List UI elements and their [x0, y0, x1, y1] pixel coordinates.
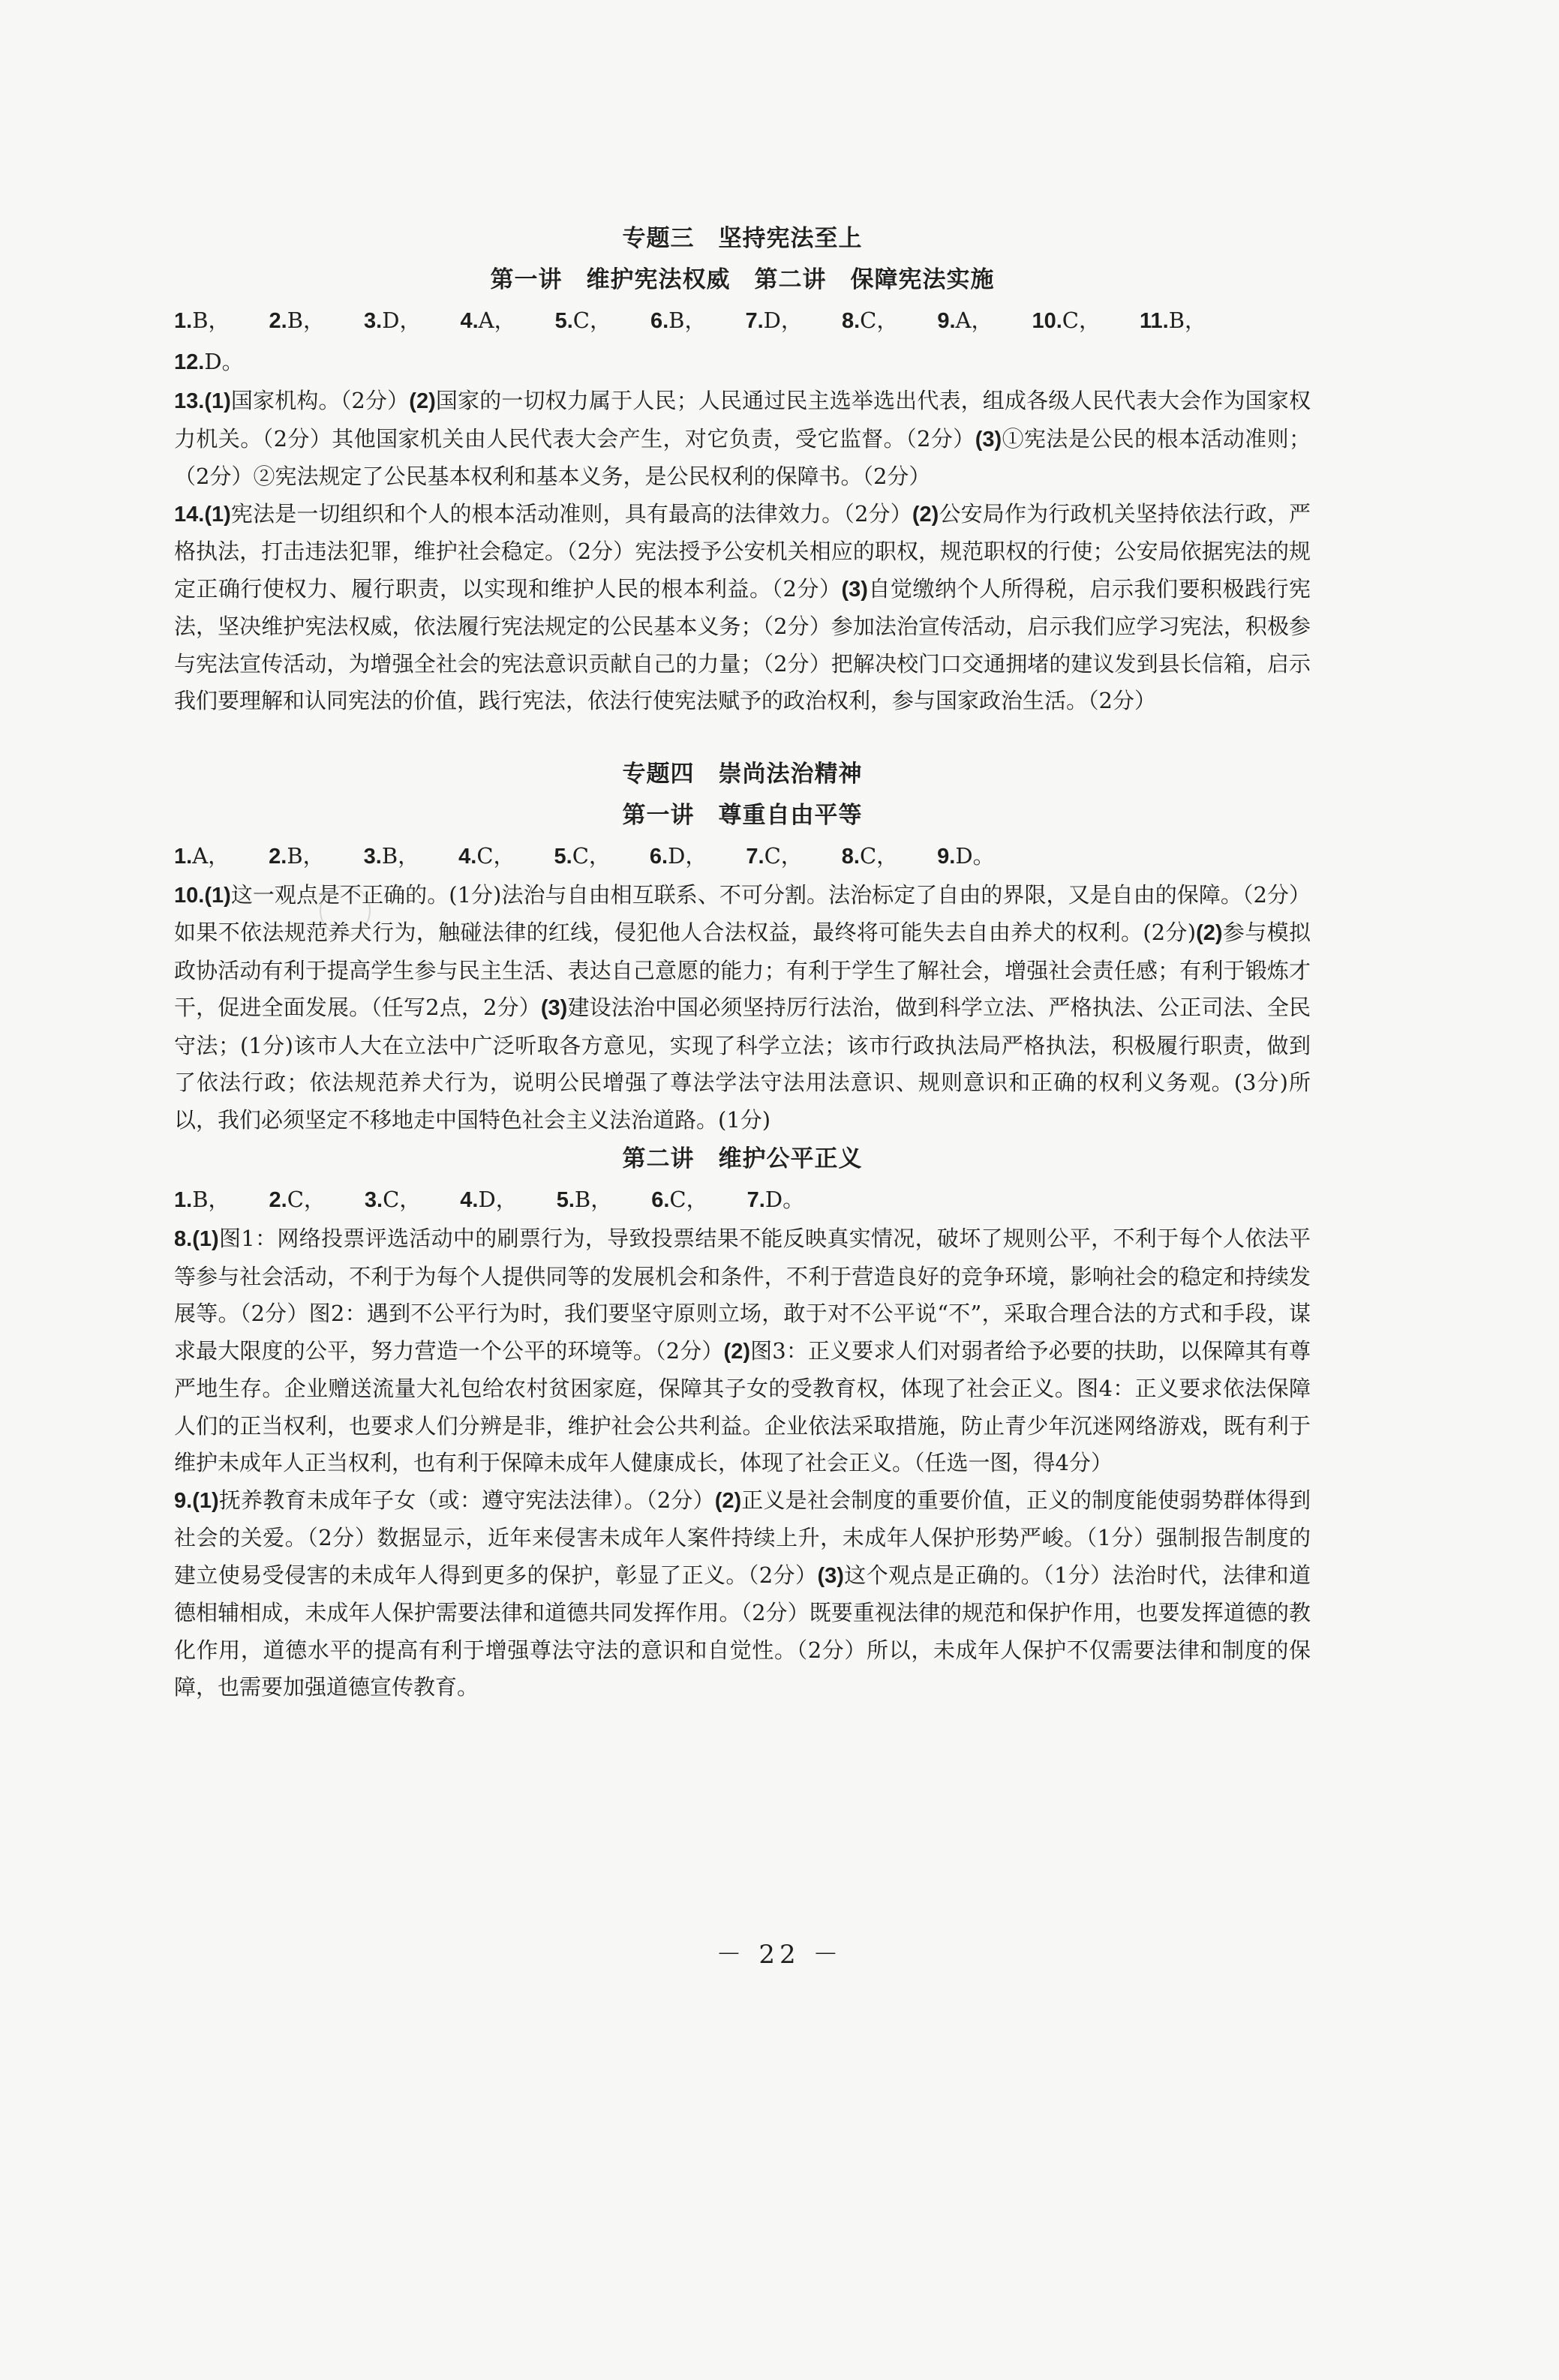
mc-choice: D，: [382, 308, 422, 333]
mc-number: 7.: [745, 309, 764, 333]
topic-heading: 专题三 坚持宪法至上: [622, 225, 863, 252]
mc-choice: A，: [478, 308, 516, 333]
mc-choice: C，: [287, 1187, 326, 1212]
mc-answer: [555, 300, 611, 341]
mc-answer: [365, 1179, 421, 1220]
mc-choice: B，: [287, 308, 325, 333]
question-answer: [174, 1220, 1311, 1482]
mc-number: 1.: [174, 309, 193, 333]
question-number: 10.: [174, 883, 205, 908]
mc-choice: D，: [478, 1187, 518, 1212]
mc-number: 7.: [746, 844, 764, 869]
question-number: 14.: [174, 502, 205, 527]
mc-answer: [650, 300, 707, 341]
mc-answer: [746, 836, 802, 877]
part-text: 自觉缴纳个人所得税，启示我们要积极践行宪法，坚决维护宪法权威，依法履行宪法规定的公民基本义务；（2分）参加法治宣传活动，启示我们应学习宪法，积极参与宪法宣传活动，为增强全社会的宪法意识贡献自己的力量；（2分）把解决校门口交通拥堵的建议发到县长信箱，启示我们要理解和认同宪法的价值，践行宪法，依法行使宪法赋予的政治权利，参与国家政治生活。（2分）: [174, 575, 1311, 713]
mc-answer: [842, 836, 898, 877]
mc-answer: [460, 300, 515, 341]
mc-number: 1.: [174, 1188, 193, 1212]
mc-number: 5.: [556, 1188, 575, 1212]
mc-answer: [650, 836, 707, 877]
mc-number: 5.: [554, 309, 573, 333]
mc-number: 10.: [1032, 309, 1062, 333]
mc-number: 9.: [937, 309, 956, 333]
mc-number: 7.: [746, 1188, 765, 1212]
multiple-choice-answers: [174, 1179, 1311, 1220]
mc-number: 9.: [937, 844, 956, 869]
mc-number: 1.: [174, 844, 193, 869]
mc-number: 11.: [1140, 309, 1169, 333]
mc-choice: D。: [764, 1187, 805, 1212]
watermark-stamp: [320, 885, 371, 936]
mc-answer: [364, 836, 420, 877]
mc-number: 2.: [269, 1188, 287, 1212]
mc-number: 4.: [458, 844, 477, 869]
mc-choice: C，: [764, 842, 803, 869]
mc-number: 8.: [841, 844, 860, 869]
mc-answer: [1032, 300, 1101, 341]
mc-choice: B，: [381, 842, 420, 869]
mc-answer: [937, 300, 993, 341]
part-label: (3): [841, 577, 868, 602]
part-label: (3): [540, 996, 568, 1020]
part-text: 国家的一切权力属于人民；人民通过民主选举选出代表，组成各级人民代表大会作为国家权力机关。（2分）其他国家机关由人民代表大会产生，对它负责，受它监督。（2分）: [174, 388, 1311, 452]
mc-choice: C，: [572, 842, 611, 869]
part-label: (3): [817, 1563, 844, 1588]
mc-number: 2.: [269, 844, 287, 869]
part-label: (1): [204, 502, 231, 527]
mc-number: 6.: [650, 309, 669, 333]
mc-choice: B，: [287, 842, 325, 869]
part-label: (3): [975, 427, 1002, 452]
lecture-heading: 第一讲 维护宪法权威 第二讲 保障宪法实施: [490, 266, 995, 293]
mc-answer: [651, 1179, 707, 1220]
mc-choice: C，: [476, 842, 515, 869]
mc-answer: [745, 300, 802, 341]
mc-answer: [364, 300, 421, 341]
lecture-heading: 第一讲 尊重自由平等: [622, 801, 863, 829]
mc-number: 12.: [174, 350, 205, 374]
lecture-heading: 第二讲 维护公平正义: [622, 1145, 863, 1172]
mc-answer: [1140, 300, 1206, 341]
mc-choice: C，: [572, 308, 611, 333]
mc-number: 3.: [363, 844, 382, 869]
part-label: (1): [204, 389, 231, 413]
mc-number: 6.: [649, 844, 668, 869]
question-answer: [174, 496, 1311, 720]
topic-heading: 专题四 崇尚法治精神: [622, 760, 863, 788]
mc-choice: A，: [192, 842, 230, 869]
part-text: 参与模拟政协活动有利于提高学生参与民主生活、表达自己意愿的能力；有利于学生了解社会，增强社会责任感；有利于锻炼才干，促进全面发展。（任写2点，2分）: [174, 920, 1311, 1020]
question-answer: [174, 383, 1311, 496]
mc-answer: [174, 836, 230, 877]
part-label: (1): [192, 1488, 219, 1513]
part-label: (1): [192, 1227, 219, 1251]
part-text: 图3：正义要求人们对弱者给予必要的扶助，以保障其有尊严地生存。企业赠送流量大礼包给农村贫困家庭，保障其子女的受教育权，体现了社会正义。图4：正义要求依法保障人们的正当权利，也要求人们分辨是非，维护社会公共利益。企业依法采取措施，防止青少年沉迷网络游戏，既有利于维护未成年人正当权利，也有利于保障未成年人健康成长，体现了社会正义。（任选一图，得4分）: [174, 1337, 1311, 1475]
mc-choice: C，: [669, 1187, 708, 1212]
mc-choice: B，: [192, 1187, 230, 1212]
answer-key-page: [174, 218, 1311, 1706]
mc-number: 6.: [651, 1188, 670, 1212]
mc-choice: B，: [668, 308, 707, 333]
mc-number: 3.: [364, 1188, 383, 1212]
part-text: 宪法是一切组织和个人的根本活动准则，具有最高的法律效力。（2分）: [230, 500, 912, 527]
part-text: 正义是社会制度的重要价值，正义的制度能使弱势群体得到社会的关爱。（2分）数据显示，近年来侵害未成年人案件持续上升，未成年人保护形势严峻。（1分）强制报告制度的建立使易受侵害的未成年人得到更多的保护，彰显了正义。（2分）: [174, 1487, 1311, 1588]
mc-answer: [842, 300, 898, 341]
mc-answer: [174, 1179, 230, 1220]
mc-answer: [557, 1179, 613, 1220]
mc-answer: [458, 836, 515, 877]
part-label: (2): [714, 1488, 742, 1513]
part-text: 这个观点是正确的。（1分）法治时代，法律和道德相辅相成，未成年人保护需要法律和道德共同发挥作用。（2分）既要重视法律的规范和保护作用，也要发挥道德的教化作用，道德水平的提高有利于增强尊法守法的意识和自觉性。（2分）所以，未成年人保护不仅需要法律和制度的保障，也需要加强道德宣传教育。: [174, 1562, 1311, 1700]
mc-answer: [937, 836, 994, 877]
part-text: 这一观点是不正确的。(1分)法治与自由相互联系、不可分割。法治标定了自由的界限，又是自由的保障。（2分）如果不依法规范养犬行为，触碰法律的红线，侵犯他人合法权益，最终将可能失去自由养犬的权利。(2分): [174, 881, 1311, 945]
page-number: － 22 －: [716, 1940, 843, 1970]
mc-choice: D。: [955, 842, 995, 869]
mc-choice: B，: [192, 308, 230, 333]
part-label: (2): [1196, 921, 1223, 945]
question-answer: [174, 1482, 1311, 1706]
mc-choice: D，: [763, 308, 803, 333]
mc-choice: B，: [1168, 308, 1207, 333]
part-label: (1): [204, 883, 231, 908]
mc-choice: C，: [1062, 308, 1101, 333]
mc-number: 4.: [460, 1188, 479, 1212]
mc-answer: [269, 836, 325, 877]
multiple-choice-answers: [174, 836, 1311, 877]
multiple-choice-answers: [174, 300, 1311, 383]
part-text: ①宪法是公民的根本活动准则；（2分）②宪法规定了公民基本权利和基本义务，是公民权利的保障书。（2分）: [174, 425, 1311, 489]
mc-choice: D。: [204, 349, 244, 374]
mc-number: 3.: [364, 309, 383, 333]
question-number: 9.: [174, 1488, 193, 1513]
mc-answer: [747, 1179, 804, 1220]
question-number: 8.: [174, 1227, 193, 1251]
part-text: 建设法治中国必须坚持厉行法治，做到科学立法、严格执法、公正司法、全民守法；(1分)该市人大在立法中广泛听取各方意见，实现了科学立法；该市行政执法局严格执法，积极履行职责，做到了依法行政；依法规范养犬行为，说明公民增强了尊法学法守法用法意识、规则意识和正确的权利义务观。(3分)所以，我们必须坚定不移地走中国特色社会主义法治道路。(1分): [174, 995, 1311, 1133]
mc-answer: [460, 1179, 517, 1220]
part-text: 公安局作为行政机关坚持依法行政，严格执法，打击违法犯罪，维护社会稳定。（2分）宪法授予公安机关相应的职权，规范职权的行使；公安局依据宪法的规定正确行使权力、履行职责，以实现和维护人民的根本利益。（2分）: [174, 500, 1311, 602]
section-gap: [174, 720, 1311, 753]
part-label: (2): [723, 1339, 750, 1364]
mc-number: 5.: [554, 844, 572, 869]
mc-choice: A，: [955, 308, 993, 333]
mc-answer: [174, 300, 230, 341]
mc-answer: [269, 1179, 326, 1220]
part-label: (2): [409, 389, 436, 413]
mc-choice: C，: [860, 308, 899, 333]
mc-number: 2.: [269, 309, 287, 333]
part-label: (2): [912, 502, 939, 527]
mc-answer: [269, 300, 326, 341]
mc-choice: D，: [668, 842, 707, 869]
mc-answer: [554, 836, 611, 877]
part-text: 图1：网络投票评选活动中的刷票行为，导致投票结果不能反映真实情况，破坏了规则公平，不利于每个人依法平等参与社会活动，不利于为每个人提供同等的发展机会和条件，不利于营造良好的竞争环境，影响社会的稳定和持续发展等。（2分）图2：遇到不公平行为时，我们要坚守原则立场，敢于对不公平说“不”，采取合理合法的方式和手段，谋求最大限度的公平，努力营造一个公平的环境等。（2分）: [174, 1226, 1311, 1364]
mc-choice: C，: [859, 842, 899, 869]
mc-choice: B，: [574, 1187, 613, 1212]
mc-number: 8.: [841, 309, 861, 333]
part-text: 抚养教育未成年子女（或：遵守宪法法律）。（2分）: [218, 1487, 715, 1513]
mc-choice: C，: [383, 1187, 422, 1212]
mc-answer: [174, 341, 244, 383]
question-number: 13.: [174, 389, 205, 413]
mc-number: 4.: [460, 309, 479, 333]
part-text: 国家机构。（2分）: [230, 388, 410, 413]
